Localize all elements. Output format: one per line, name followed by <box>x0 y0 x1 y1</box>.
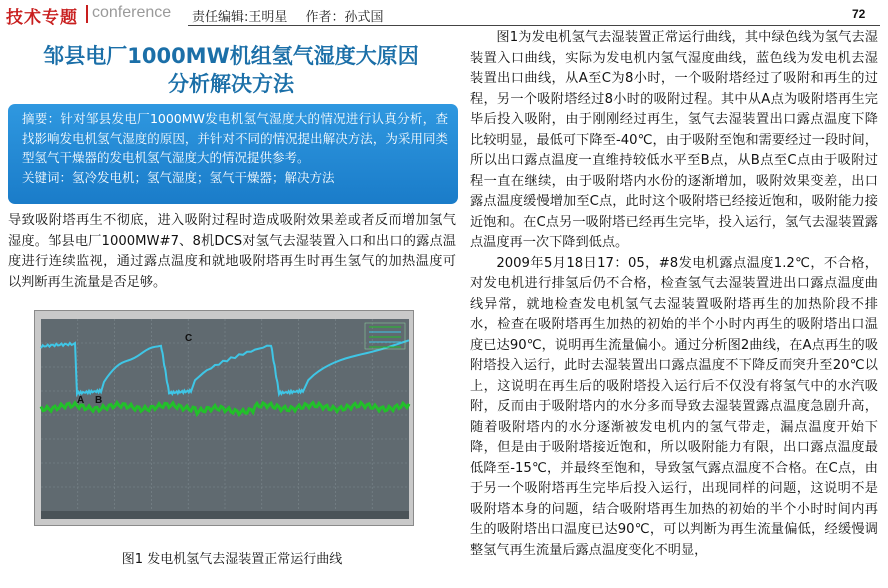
article-title-line2: 分析解决方法 <box>168 72 294 96</box>
article-title <box>8 42 454 98</box>
marker-label-c: C <box>185 333 193 344</box>
abstract-text: 摘要：针对邹县发电厂1000MW发电机氢气湿度大的情况进行认真分析，查找影响发电机氢气湿度的原因，并针对不同的情况提出解决方法，为采用同类型氢气干燥器的发电机氢气湿度大的情况提供参考。 <box>22 111 448 165</box>
right-paragraph-1: 图1为发电机氢气去湿装置正常运行曲线，其中绿色线为氢气去湿装置入口曲线，实际为发电机内氢气湿度曲线，蓝色线为发电机去湿装置出口曲线，从A至C为8小时，一个吸附塔经过了吸附和再生的过程，另一个吸附塔经过8小时的吸附过程。其中从A点为吸附塔再生完毕后投入吸附，由于刚刚经过再生，氢气去湿装置出口露点温度下降比较明显，最低可下降至-40℃，由于吸附至饱和需要经过一段时间，所以出口露点温度一直维持较低水平至B点，从B点至C点由于吸附过程一直在继续，由于吸附塔内水份的逐渐增加，吸附效果变差，出口露点温度缓慢增加至C点，此时这个吸附塔已经接近饱和，吸附能力接近饱和。在C点另一吸附塔已经再生完毕，投入运行，氢气去湿装置露点温度再一次下降到低点。 <box>470 30 878 250</box>
editor-credit: 责任编辑:王明星 <box>192 10 288 25</box>
left-column-body <box>8 211 456 293</box>
right-paragraph-2: 2009年5月18日17：05，#8发电机露点温度1.2℃，不合格，对发电机进行排氢后仍不合格，检查氢气去湿装置进出口露点温度曲线异常，就地检查发电机氢气去湿装置吸附塔再生的加热阶段不排水，检查在吸附塔再生加热的初始的半个小时内再生的吸附塔出口温度已达90℃，说明再生流量偏小。通过分析图2曲线，在A点再生的吸附塔投入运行，此时去湿装置出口露点温度不下降反而突升至20℃以上，这说明在再生后的吸附塔投入运行后不仅没有将氢气中的水汽吸附，反而由于吸附塔内的水分多而导致去湿装置露点温度急剧升高，随着吸附塔内的水分逐渐被发电机内的氢气带走，漏点温度开始下降，但是由于吸附塔接近饱和，所以吸附能力有限，出口露点温度最低降至-15℃，并最终至饱和，导致氢气露点温度不合格。在C点，由于另一个吸附塔再生完毕后投入运行，出现同样的问题，这说明不是吸附塔本身的问题，结合吸附塔再生加热的初始的半个小时时间内再生的吸附塔出口温度已达90℃，可以判断为再生流量偏低，经缓慢调整氢气再生流量后露点温度变化不明显， <box>470 255 878 558</box>
left-paragraph: 导致吸附塔再生不彻底，进入吸附过程时造成吸附效果差或者反而增加氢气湿度。邹县电厂1000MW#7、8机DCS对氢气去湿装置入口和出口的露点温度进行连续监视，通过露点温度和就地吸附塔再生时再生氢气的加热温度可以判断再生流量是否足够。 <box>8 213 456 290</box>
page-header <box>0 0 888 28</box>
marker-label-a: A <box>77 395 85 406</box>
keywords-text: 关键词：氢冷发电机；氢气湿度；氢气干燥器；解决方法 <box>22 169 335 185</box>
abstract-box <box>8 104 458 204</box>
column-brand-english: conference <box>92 4 172 21</box>
byline <box>192 6 398 25</box>
figure-caption: 图1 发电机氢气去湿装置正常运行曲线 <box>121 552 343 567</box>
trend-chart-figure <box>34 310 414 526</box>
trend-chart <box>35 311 415 527</box>
author-credit: 作者：孙式国 <box>305 10 384 25</box>
page-number: 72 <box>852 7 866 21</box>
right-column-body <box>470 28 878 561</box>
time-axis-strip <box>41 511 409 519</box>
article-title-line1: 邹县电厂1000MW机组氢气湿度大原因 <box>43 44 419 68</box>
marker-label-b: B <box>95 395 103 406</box>
brand-divider <box>86 5 88 23</box>
column-brand: 技术专题 <box>6 8 78 28</box>
header-rule <box>188 25 880 26</box>
